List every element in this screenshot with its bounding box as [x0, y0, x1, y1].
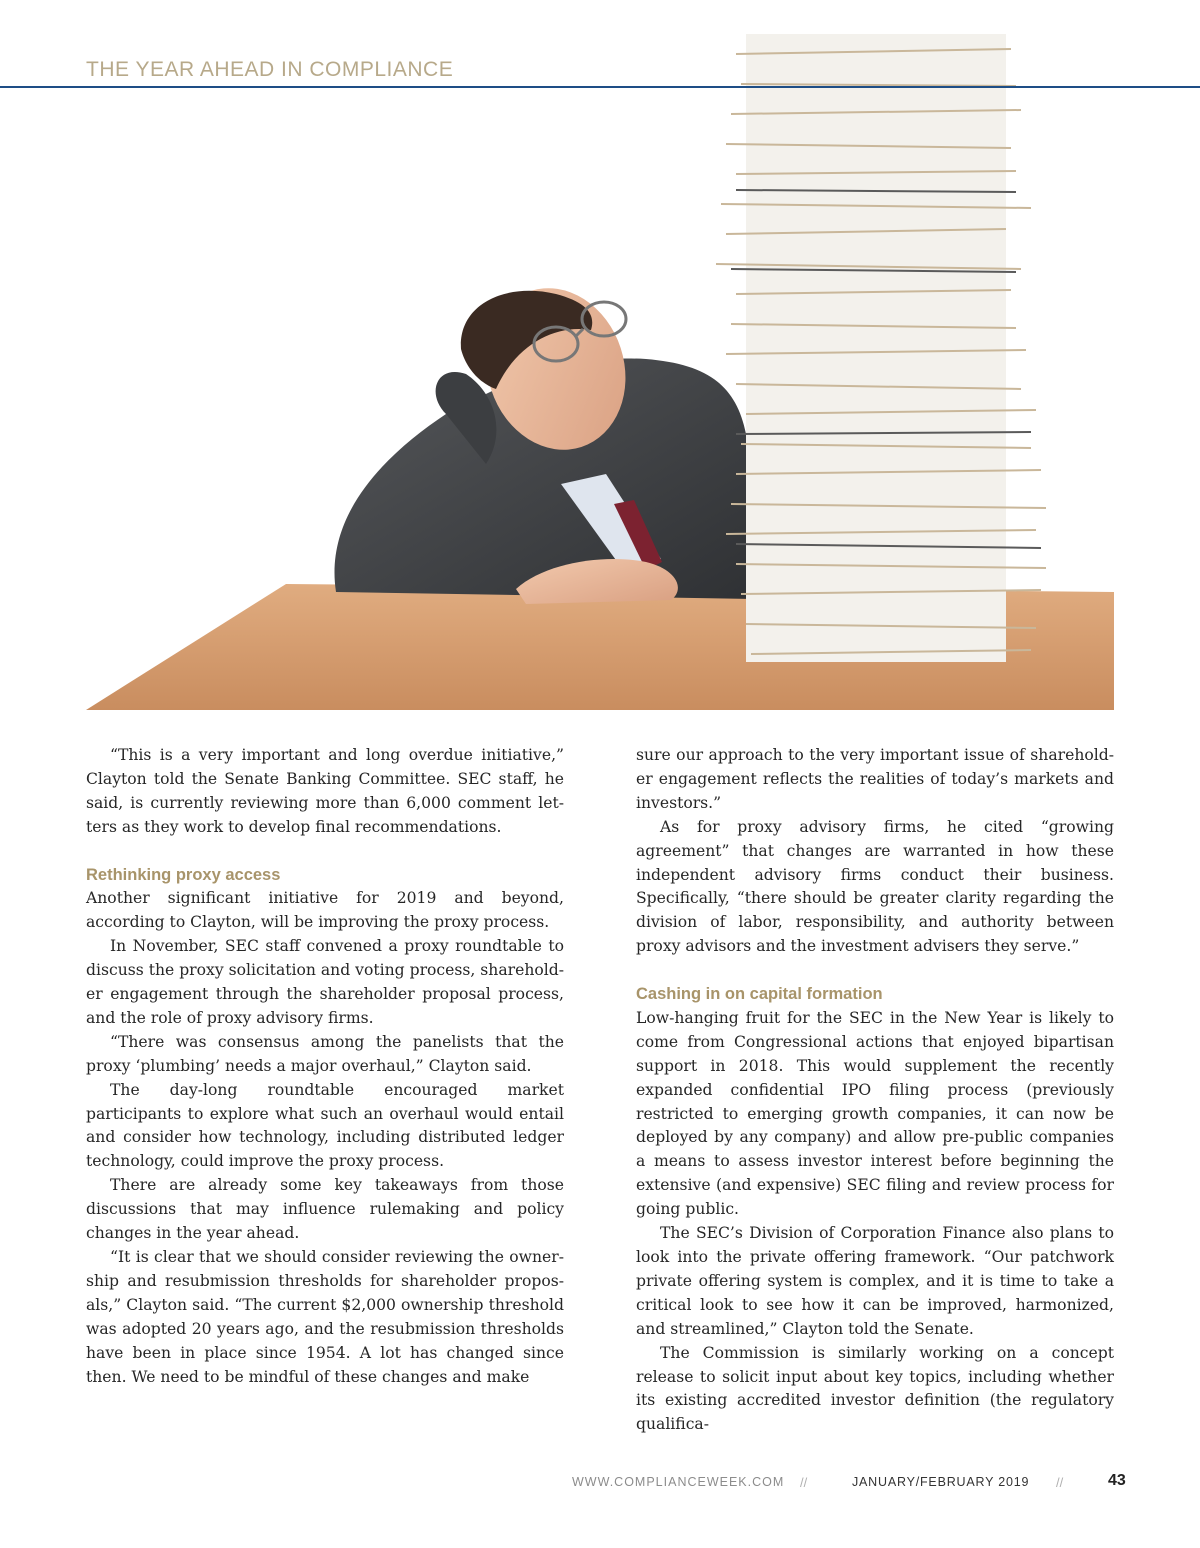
paragraph: The Commission is similarly working on a concept release to solicit input about key topics, including whether its existing accredited investor definition (the regulatory qualifica- [636, 1343, 1114, 1434]
paragraph: There are already some key takeaways from those discussions that may influence rulemaking and policy changes in the year ahead. [86, 1176, 564, 1243]
footer-url-link[interactable]: WWW.COMPLIANCEWEEK.COM [572, 1475, 785, 1489]
left-column [86, 744, 564, 1389]
header-photo [86, 14, 1116, 712]
header-rule [0, 86, 1200, 88]
paragraph: “This is a very important and long overdue initiative,” Clayton told the Senate Banking Committee. SEC staff, he said, is currently reviewing more than 6,000 comment letters as they work to develop final recommendations. [86, 746, 564, 836]
footer-issue-date: JANUARY/FEBRUARY 2019 [852, 1475, 1030, 1489]
paragraph: Low-hanging fruit for the SEC in the New Year is likely to come from Congressional actions that enjoyed bipartisan support in 2018. This would supplement the recently expanded confidential IPO filing process (previously restricted to emerging growth companies, it can now be deployed by any company) and allow pre-public companies a means to assess investor interest before beginning the extensive (and expensive) SEC filing and review process for going public. [636, 1008, 1114, 1219]
paragraph: The day-long roundtable encouraged market participants to explore what such an overhaul would entail and consider how technology, including distributed ledger technology, could improve the proxy process. [86, 1080, 564, 1171]
paper-stack [716, 34, 1046, 662]
page-number: 43 [1108, 1472, 1126, 1489]
paragraph: Another significant initiative for 2019 and beyond, according to Clayton, will be improving the proxy process. [86, 889, 564, 932]
right-column [636, 744, 1114, 1437]
paragraph: sure our approach to the very important issue of shareholder engagement reflects the realities of today’s markets and investors.” [636, 746, 1114, 812]
footer-separator: // [800, 1475, 808, 1490]
paragraph: “It is clear that we should consider reviewing the ownership and resubmission thresholds for shareholder proposals,” Clayton said. “The current $2,000 ownership threshold was adopted 20 years ago, and the resubmission thresholds have been in place since 1954. A lot has changed since then. We need to be mindful of these changes and make [86, 1248, 564, 1386]
footer-separator: // [1056, 1475, 1064, 1490]
subheading-rethinking-proxy-access: Rethinking proxy access [86, 865, 281, 884]
subheading-cashing-in: Cashing in on capital formation [636, 985, 883, 1004]
paragraph: “There was consensus among the panelists that the proxy ‘plumbing’ needs a major overhaul,” Clayton said. [86, 1032, 564, 1075]
section-title: THE YEAR AHEAD IN COMPLIANCE [86, 58, 454, 81]
page-footer [0, 1472, 1200, 1496]
paragraph: As for proxy advisory firms, he cited “growing agreement” that changes are warranted in how these independent advisory firms conduct their business. Specifically, “there should be greater clarity regarding the division of labor, responsibility, and authority between proxy advisors and the investment advisers they serve.” [636, 817, 1114, 956]
paragraph: The SEC’s Division of Corporation Finance also plans to look into the private offering framework. “Our patchwork private offering system is complex, and it is time to take a critical look to see how it can be improved, harmonized, and streamlined,” Clayton told the Senate. [636, 1224, 1114, 1338]
paragraph: In November, SEC staff convened a proxy roundtable to discuss the proxy solicitation and voting process, shareholder engagement through the shareholder proposal process, and the role of proxy advisory firms. [86, 937, 565, 1027]
